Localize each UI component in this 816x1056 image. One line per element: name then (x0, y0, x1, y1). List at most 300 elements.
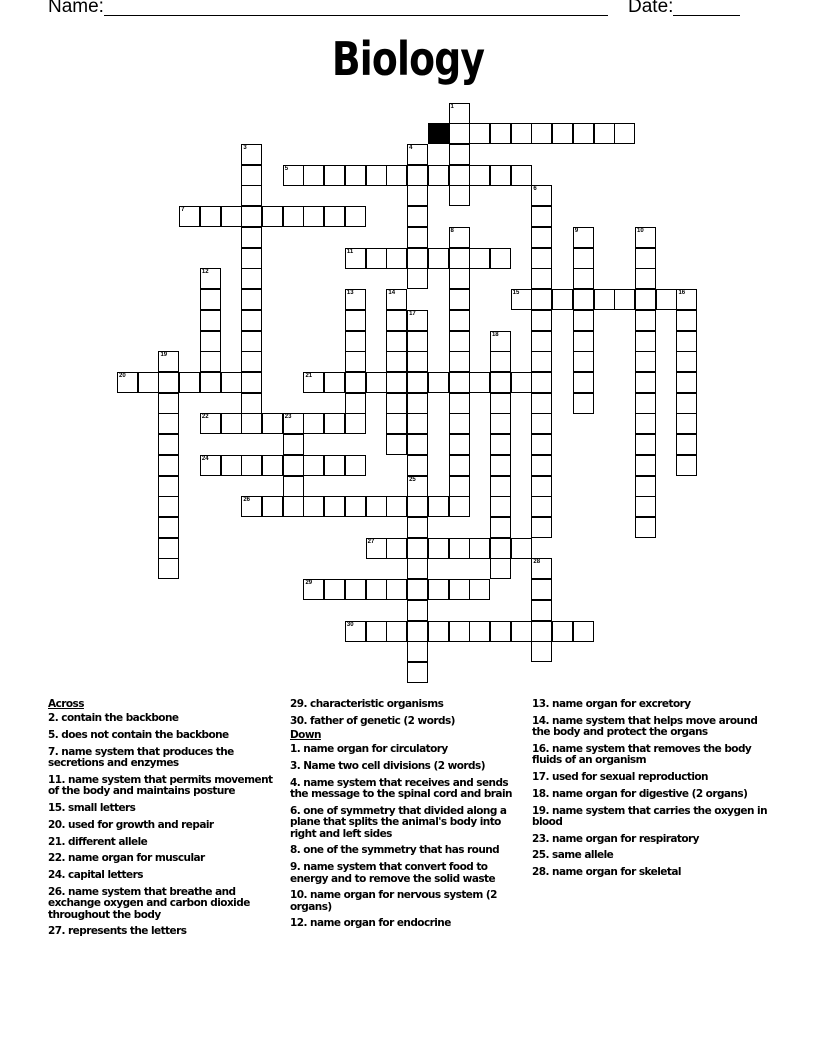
grid-cell[interactable] (303, 165, 324, 186)
grid-cell[interactable] (469, 123, 490, 144)
clue-number: 16 (678, 290, 686, 297)
grid-cell[interactable] (386, 579, 407, 600)
clue-down-4: 4. name system that receives and sends the message to the spinal cord and brain (290, 776, 512, 801)
grid-cell[interactable] (635, 393, 656, 414)
grid-cell[interactable] (303, 496, 324, 517)
grid-cell[interactable] (179, 206, 200, 227)
grid-cell[interactable] (345, 496, 366, 517)
clue-across-29: 29. characteristic organisms (290, 698, 444, 710)
grid-cell[interactable] (283, 476, 304, 497)
grid-cell[interactable] (324, 413, 345, 434)
grid-cell[interactable] (283, 413, 304, 434)
grid-cell[interactable] (573, 268, 594, 289)
grid-cell[interactable] (200, 351, 221, 372)
grid-cell[interactable] (366, 496, 387, 517)
grid-cell[interactable] (531, 641, 552, 662)
grid-cell[interactable] (200, 268, 221, 289)
grid-cell[interactable] (469, 372, 490, 393)
grid-cell[interactable] (635, 476, 656, 497)
grid-cell[interactable] (241, 165, 262, 186)
grid-cell[interactable] (531, 434, 552, 455)
grid-cell[interactable] (469, 165, 490, 186)
grid-cell[interactable] (241, 372, 262, 393)
grid-cell[interactable] (531, 227, 552, 248)
grid-cell[interactable] (324, 372, 345, 393)
grid-cell[interactable] (531, 517, 552, 538)
grid-cell[interactable] (490, 413, 511, 434)
grid-cell[interactable] (303, 455, 324, 476)
grid-cell[interactable] (531, 600, 552, 621)
grid-cell[interactable] (449, 331, 470, 352)
grid-cell[interactable] (428, 621, 449, 642)
grid-cell[interactable] (241, 455, 262, 476)
clue-number: 4 (409, 145, 413, 152)
grid-cell[interactable] (158, 476, 179, 497)
grid-cell[interactable] (407, 372, 428, 393)
grid-cell[interactable] (531, 455, 552, 476)
clue-number: 12 (201, 269, 209, 276)
grid-cell[interactable] (221, 206, 242, 227)
grid-cell[interactable] (531, 393, 552, 414)
clue-number: 14 (388, 290, 396, 297)
grid-cell[interactable] (449, 227, 470, 248)
grid-cell[interactable] (324, 496, 345, 517)
grid-cell[interactable] (241, 185, 262, 206)
grid-cell[interactable] (200, 310, 221, 331)
grid-cell[interactable] (635, 248, 656, 269)
grid-cell[interactable] (138, 372, 159, 393)
grid-cell[interactable] (158, 434, 179, 455)
grid-cell[interactable] (449, 538, 470, 559)
grid-cell[interactable] (345, 206, 366, 227)
grid-cell[interactable] (656, 289, 677, 310)
grid-cell[interactable] (262, 206, 283, 227)
grid-cell[interactable] (531, 331, 552, 352)
grid-cell[interactable] (573, 372, 594, 393)
clues-column-3 (532, 699, 768, 884)
grid-cell[interactable] (428, 496, 449, 517)
clue-across-22: 22. name organ for muscular (48, 852, 205, 865)
grid-cell[interactable] (552, 289, 573, 310)
grid-cell[interactable] (386, 351, 407, 372)
grid-cell[interactable] (573, 351, 594, 372)
grid-cell[interactable] (449, 103, 470, 124)
grid-cell[interactable] (200, 455, 221, 476)
grid-cell[interactable] (531, 310, 552, 331)
grid-cell[interactable] (676, 434, 697, 455)
clue-down-9: 9. name system that convert food to energy and to remove the solid waste (290, 861, 496, 885)
grid-cell[interactable] (490, 372, 511, 393)
clue-across-26: 26. name system that breathe and exchange oxygen and carbon dioxide throughout the body (48, 886, 250, 921)
grid-cell[interactable] (117, 372, 138, 393)
grid-cell[interactable] (676, 310, 697, 331)
clues-column-1 (48, 699, 274, 943)
grid-cell[interactable] (200, 331, 221, 352)
grid-cell[interactable] (676, 455, 697, 476)
grid-cell[interactable] (635, 455, 656, 476)
grid-cell[interactable] (386, 538, 407, 559)
grid-cell[interactable] (490, 558, 511, 579)
grid-cell[interactable] (531, 248, 552, 269)
grid-cell[interactable] (345, 621, 366, 642)
grid-cell[interactable] (469, 538, 490, 559)
grid-cell[interactable] (573, 331, 594, 352)
grid-cell[interactable] (386, 331, 407, 352)
grid-cell[interactable] (511, 372, 532, 393)
grid-cell[interactable] (676, 413, 697, 434)
grid-cell[interactable] (573, 621, 594, 642)
grid-cell[interactable] (676, 351, 697, 372)
grid-cell[interactable] (407, 310, 428, 331)
grid-cell[interactable] (490, 123, 511, 144)
grid-cell[interactable] (158, 393, 179, 414)
grid-cell[interactable] (241, 393, 262, 414)
grid-cell[interactable] (511, 165, 532, 186)
grid-cell[interactable] (241, 206, 262, 227)
grid-cell[interactable] (531, 496, 552, 517)
grid-cell[interactable] (158, 413, 179, 434)
grid-cell[interactable] (469, 621, 490, 642)
grid-cell[interactable] (490, 434, 511, 455)
grid-cell[interactable] (635, 413, 656, 434)
name-label: Name: (48, 0, 104, 17)
grid-cell[interactable] (490, 248, 511, 269)
grid-cell[interactable] (490, 476, 511, 497)
grid-cell[interactable] (531, 476, 552, 497)
clue-number: 15 (512, 290, 520, 297)
grid-cell[interactable] (345, 310, 366, 331)
grid-cell[interactable] (449, 455, 470, 476)
grid-cell[interactable] (449, 579, 470, 600)
grid-cell[interactable] (158, 538, 179, 559)
grid-cell[interactable] (449, 413, 470, 434)
grid-cell[interactable] (676, 372, 697, 393)
clue-number: 5 (284, 165, 289, 172)
grid-cell[interactable] (531, 621, 552, 642)
grid-cell[interactable] (158, 455, 179, 476)
grid-cell[interactable] (324, 165, 345, 186)
grid-cell[interactable] (407, 517, 428, 538)
grid-cell[interactable] (407, 434, 428, 455)
clue-number: 25 (409, 476, 416, 483)
grid-cell[interactable] (552, 123, 573, 144)
grid-cell[interactable] (345, 289, 366, 310)
grid-cell[interactable] (511, 123, 532, 144)
grid-cell[interactable] (407, 455, 428, 476)
grid-cell[interactable] (614, 123, 635, 144)
grid-cell[interactable] (386, 413, 407, 434)
grid-cell[interactable] (407, 393, 428, 414)
grid-cell[interactable] (200, 372, 221, 393)
page-title: Biology (331, 32, 485, 86)
grid-cell[interactable] (241, 248, 262, 269)
grid-cell[interactable] (303, 372, 324, 393)
grid-cell[interactable] (407, 165, 428, 186)
black-cell (428, 123, 449, 144)
grid-cell[interactable] (594, 123, 615, 144)
grid-cell[interactable] (386, 310, 407, 331)
grid-cell[interactable] (449, 496, 470, 517)
grid-cell[interactable] (303, 579, 324, 600)
grid-cell[interactable] (407, 662, 428, 683)
grid-cell[interactable] (428, 248, 449, 269)
grid-cell[interactable] (407, 413, 428, 434)
grid-cell[interactable] (676, 393, 697, 414)
grid-cell[interactable] (158, 351, 179, 372)
grid-cell[interactable] (407, 227, 428, 248)
grid-cell[interactable] (407, 579, 428, 600)
grid-cell[interactable] (366, 621, 387, 642)
grid-cell[interactable] (407, 351, 428, 372)
grid-cell[interactable] (573, 227, 594, 248)
grid-cell[interactable] (241, 227, 262, 248)
clue-number: 18 (491, 331, 499, 338)
grid-cell[interactable] (386, 372, 407, 393)
grid-cell[interactable] (366, 165, 387, 186)
grid-cell[interactable] (469, 579, 490, 600)
grid-cell[interactable] (531, 351, 552, 372)
grid-cell[interactable] (407, 538, 428, 559)
grid-cell[interactable] (531, 206, 552, 227)
grid-cell[interactable] (573, 289, 594, 310)
grid-cell[interactable] (428, 538, 449, 559)
clue-across-24: 24. capital letters (48, 869, 143, 882)
grid-cell[interactable] (366, 372, 387, 393)
grid-cell[interactable] (490, 455, 511, 476)
date-label: Date: (628, 0, 674, 17)
grid-cell[interactable] (262, 455, 283, 476)
grid-cell[interactable] (635, 351, 656, 372)
grid-cell[interactable] (449, 621, 470, 642)
grid-cell[interactable] (407, 185, 428, 206)
grid-cell[interactable] (449, 185, 470, 206)
clue-number: 9 (574, 227, 579, 234)
clue-across-30: 30. father of genetic (2 words) (290, 714, 455, 727)
clue-down-23: 23. name organ for respiratory (532, 832, 699, 845)
clue-down-14: 14. name system that helps move around the body and protect the organs (532, 714, 758, 739)
grid-cell[interactable] (324, 455, 345, 476)
grid-cell[interactable] (449, 289, 470, 310)
grid-cell[interactable] (490, 496, 511, 517)
grid-cell[interactable] (283, 165, 304, 186)
grid-cell[interactable] (221, 413, 242, 434)
clues-column-2 (290, 699, 516, 935)
grid-cell[interactable] (283, 434, 304, 455)
grid-cell[interactable] (221, 372, 242, 393)
grid-cell[interactable] (262, 413, 283, 434)
grid-cell[interactable] (345, 248, 366, 269)
clue-across-2: 2. contain the backbone (48, 712, 179, 725)
clue-number: 17 (409, 310, 416, 317)
grid-cell[interactable] (386, 393, 407, 414)
grid-cell[interactable] (531, 289, 552, 310)
grid-cell[interactable] (573, 310, 594, 331)
grid-cell[interactable] (324, 206, 345, 227)
clue-across-21: 21. different allele (48, 835, 148, 848)
grid-cell[interactable] (449, 351, 470, 372)
clue-number: 20 (119, 372, 126, 379)
grid-cell[interactable] (449, 123, 470, 144)
clue-down-6: 6. one of symmetry that divided along a plane that splits the animal's body into right and left sides (290, 805, 507, 840)
grid-cell[interactable] (594, 289, 615, 310)
grid-cell[interactable] (428, 165, 449, 186)
grid-cell[interactable] (635, 310, 656, 331)
grid-cell[interactable] (449, 248, 470, 269)
grid-cell[interactable] (449, 393, 470, 414)
grid-cell[interactable] (614, 289, 635, 310)
grid-cell[interactable] (531, 123, 552, 144)
grid-cell[interactable] (490, 517, 511, 538)
grid-cell[interactable] (635, 372, 656, 393)
grid-cell[interactable] (407, 641, 428, 662)
grid-cell[interactable] (573, 123, 594, 144)
grid-cell[interactable] (407, 621, 428, 642)
grid-cell[interactable] (158, 372, 179, 393)
grid-cell[interactable] (158, 558, 179, 579)
grid-cell[interactable] (635, 496, 656, 517)
grid-cell[interactable] (200, 289, 221, 310)
grid-cell[interactable] (303, 413, 324, 434)
clue-down-13: 13. name organ for excretory (532, 698, 691, 710)
grid-cell[interactable] (345, 455, 366, 476)
clue-number: 19 (160, 352, 168, 359)
clue-down-8: 8. one of the symmetry that has round (290, 844, 500, 857)
grid-cell[interactable] (241, 413, 262, 434)
grid-cell[interactable] (345, 351, 366, 372)
grid-cell[interactable] (407, 268, 428, 289)
grid-cell[interactable] (449, 476, 470, 497)
grid-cell[interactable] (428, 579, 449, 600)
grid-cell[interactable] (511, 621, 532, 642)
grid-cell[interactable] (241, 351, 262, 372)
clue-down-10: 10. name organ for nervous system (2 organs) (290, 889, 497, 913)
clue-across-5: 5. does not contain the backbone (48, 729, 229, 742)
grid-cell[interactable] (490, 351, 511, 372)
grid-cell[interactable] (407, 600, 428, 621)
grid-cell[interactable] (573, 248, 594, 269)
grid-cell[interactable] (386, 165, 407, 186)
grid-cell[interactable] (428, 372, 449, 393)
grid-cell[interactable] (241, 331, 262, 352)
grid-cell[interactable] (449, 310, 470, 331)
grid-cell[interactable] (158, 517, 179, 538)
grid-cell[interactable] (345, 413, 366, 434)
grid-cell[interactable] (241, 496, 262, 517)
grid-cell[interactable] (407, 331, 428, 352)
across-heading: Across (48, 698, 84, 710)
grid-cell[interactable] (490, 393, 511, 414)
grid-cell[interactable] (324, 579, 345, 600)
grid-cell[interactable] (531, 372, 552, 393)
clue-across-20: 20. used for growth and repair (48, 818, 214, 831)
grid-cell[interactable] (676, 331, 697, 352)
grid-cell[interactable] (221, 455, 242, 476)
clue-number: 8 (450, 227, 454, 234)
grid-cell[interactable] (531, 579, 552, 600)
clue-number: 11 (346, 248, 354, 255)
grid-cell[interactable] (635, 227, 656, 248)
clue-down-18: 18. name organ for digestive (2 organs) (532, 787, 748, 800)
grid-cell[interactable] (158, 496, 179, 517)
grid-cell[interactable] (676, 289, 697, 310)
clue-across-11: 11. name system that permits movement of the body and maintains posture (48, 773, 273, 798)
grid-cell[interactable] (345, 372, 366, 393)
grid-cell[interactable] (407, 476, 428, 497)
grid-cell[interactable] (200, 413, 221, 434)
grid-cell[interactable] (386, 248, 407, 269)
grid-cell[interactable] (490, 621, 511, 642)
grid-cell[interactable] (449, 372, 470, 393)
grid-cell[interactable] (345, 165, 366, 186)
grid-cell[interactable] (407, 206, 428, 227)
clue-down-16: 16. name system that removes the body fluids of an organism (532, 742, 752, 767)
grid-cell[interactable] (366, 538, 387, 559)
grid-cell[interactable] (262, 496, 283, 517)
grid-cell[interactable] (241, 144, 262, 165)
grid-cell[interactable] (511, 538, 532, 559)
clue-number: 10 (637, 227, 644, 234)
grid-cell[interactable] (283, 496, 304, 517)
grid-cell[interactable] (635, 434, 656, 455)
grid-cell[interactable] (303, 206, 324, 227)
clue-down-25: 25. same allele (532, 849, 614, 862)
grid-cell[interactable] (449, 434, 470, 455)
grid-cell[interactable] (531, 268, 552, 289)
grid-cell[interactable] (345, 331, 366, 352)
grid-cell[interactable] (241, 268, 262, 289)
grid-cell[interactable] (449, 165, 470, 186)
grid-cell[interactable] (283, 206, 304, 227)
grid-cell[interactable] (200, 206, 221, 227)
grid-cell[interactable] (511, 289, 532, 310)
grid-cell[interactable] (635, 268, 656, 289)
grid-cell[interactable] (283, 455, 304, 476)
grid-cell[interactable] (469, 248, 490, 269)
grid-cell[interactable] (386, 434, 407, 455)
grid-cell[interactable] (407, 496, 428, 517)
grid-cell[interactable] (241, 289, 262, 310)
clue-down-17: 17. used for sexual reproduction (532, 770, 708, 783)
grid-cell[interactable] (573, 393, 594, 414)
grid-cell[interactable] (490, 165, 511, 186)
grid-cell[interactable] (241, 310, 262, 331)
grid-cell[interactable] (386, 496, 407, 517)
grid-cell[interactable] (345, 393, 366, 414)
grid-cell[interactable] (407, 248, 428, 269)
grid-cell[interactable] (635, 289, 656, 310)
grid-cell[interactable] (490, 331, 511, 352)
clue-number: 13 (346, 290, 354, 297)
grid-cell[interactable] (345, 579, 366, 600)
grid-cell[interactable] (449, 144, 470, 165)
grid-cell[interactable] (179, 372, 200, 393)
grid-cell[interactable] (386, 289, 407, 310)
grid-cell[interactable] (531, 558, 552, 579)
grid-cell[interactable] (407, 144, 428, 165)
grid-cell[interactable] (366, 579, 387, 600)
grid-cell[interactable] (552, 621, 573, 642)
grid-cell[interactable] (449, 268, 470, 289)
grid-cell[interactable] (531, 185, 552, 206)
grid-cell[interactable] (386, 621, 407, 642)
grid-cell[interactable] (531, 413, 552, 434)
grid-cell[interactable] (490, 538, 511, 559)
grid-cell[interactable] (635, 517, 656, 538)
grid-cell[interactable] (407, 558, 428, 579)
clue-number: 26 (243, 497, 250, 504)
grid-cell[interactable] (635, 331, 656, 352)
grid-cell[interactable] (366, 248, 387, 269)
